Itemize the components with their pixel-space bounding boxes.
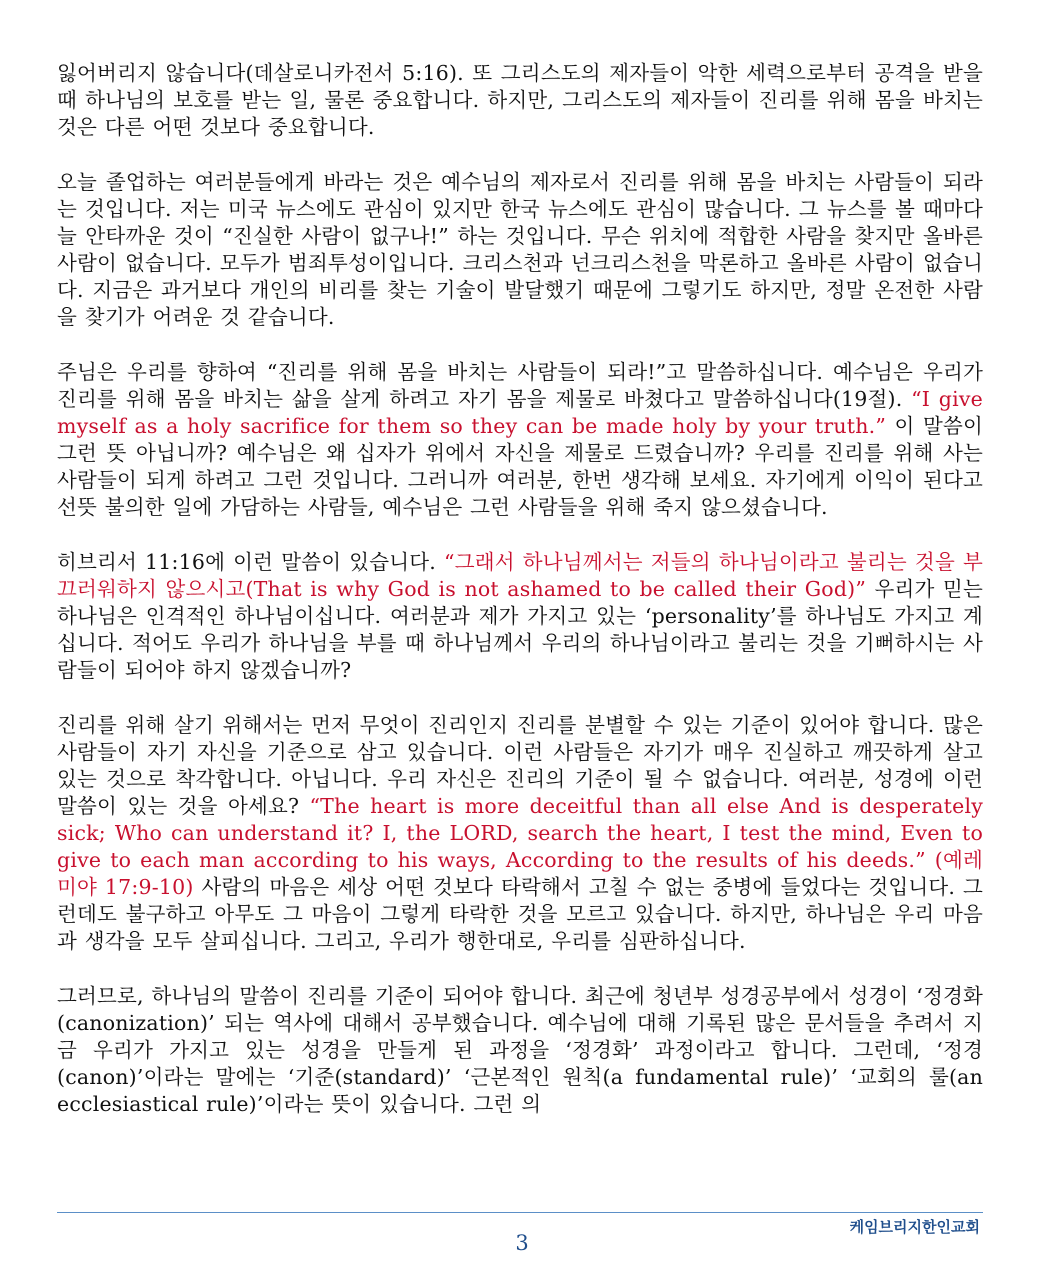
- paragraph-4: [57, 549, 983, 684]
- footer-divider: [57, 1212, 983, 1213]
- scripture-quote: “I give myself as a holy sacrifice for them so they can be made holy by your truth.”: [57, 387, 983, 438]
- document-body: [57, 60, 983, 1146]
- paragraph-6: [57, 983, 983, 1118]
- paragraph-3: [57, 359, 983, 521]
- paragraph-text: 우리가 믿는 하나님은 인격적인 하나님이십니다. 여러분과 제가 가지고 있는 ‘personality’를 하나님도 가지고 계십니다. 적어도 우리가 하나님을 부를 때 하나님께서 우리의 하나님이라고 불리는 것을 기뻐하시는 사람들이 되어야 하지 않겠습니까?: [57, 577, 983, 682]
- paragraph-text: 사람의 마음은 세상 어떤 것보다 타락해서 고칠 수 없는 중병에 들었다는 것입니다. 그런데도 불구하고 아무도 그 마음이 그렇게 타락한 것을 모르고 있습니다. 하지만, 하나님은 우리 마음과 생각을 모두 살피십니다. 그리고, 우리가 행한대로, 우리를 심판하십니다.: [57, 875, 983, 953]
- paragraph-text: 히브리서 11:16에 이런 말씀이 있습니다.: [57, 550, 445, 574]
- paragraph-text: 진리를 위해 살기 위해서는 먼저 무엇이 진리인지 진리를 분별할 수 있는 기준이 있어야 합니다. 많은 사람들이 자기 자신을 기준으로 삼고 있습니다. 이런 사람들은 자기가 매우 진실하고 깨끗하게 살고 있는 것으로 착각합니다. 아닙니다. 우리 자신은 진리의 기준이 될 수 없습니다. 여러분, 성경에 이런 말씀이 있는 것을 아세요?: [57, 713, 983, 818]
- paragraph-text: 그러므로, 하나님의 말씀이 진리를 기준이 되어야 합니다. 최근에 청년부 성경공부에서 성경이 ‘정경화(canonization)’ 되는 역사에 대해서 공부했습니다. 예수님에 대해 기록된 많은 문서들을 추려서 지금 우리가 가지고 있는 성경을 만들게 된 과정을 ‘정경화’ 과정이라고 합니다. 그런데, ‘정경(canon)’이라는 말에는 ‘기준(standard)’ ‘근본적인 원칙(a fundamental rule)’ ‘교회의 룰(an ecclesiastical rule)’이라는 뜻이 있습니다. 그런 의: [57, 984, 983, 1116]
- church-name: 케임브리지한인교회: [849, 1218, 980, 1236]
- paragraph-text: 오늘 졸업하는 여러분들에게 바라는 것은 예수님의 제자로서 진리를 위해 몸을 바치는 사람들이 되라는 것입니다. 저는 미국 뉴스에도 관심이 있지만 한국 뉴스에도 관심이 많습니다. 그 뉴스를 볼 때마다 늘 안타까운 것이 “진실한 사람이 없구나!” 하는 것입니다. 무슨 위치에 적합한 사람을 찾지만 올바른 사람이 없습니다. 모두가 범죄투성이입니다. 크리스천과 넌크리스천을 막론하고 올바른 사람이 없습니다. 지금은 과거보다 개인의 비리를 찾는 기술이 발달했기 때문에 그렇기도 하지만, 정말 온전한 사람을 찾기가 어려운 것 같습니다.: [57, 170, 983, 329]
- paragraph-text: 주님은 우리를 향하여 “진리를 위해 몸을 바치는 사람들이 되라!”고 말씀하십니다. 예수님은 우리가 진리를 위해 몸을 바치는 삶을 살게 하려고 자기 몸을 제물로 바쳤다고 말씀하십니다(19절).: [57, 360, 983, 411]
- paragraph-1: [57, 60, 983, 141]
- scripture-quote: “The heart is more deceitful than all else And is desperately sick; Who can understand it? I, the LORD, search the heart, I test the mind, Even to give to each man according to his ways, According to the results of his deeds.” (예레미야 17:9-10): [57, 794, 983, 899]
- paragraph-text: 이 말씀이 그런 뜻 아닙니까? 예수님은 왜 십자가 위에서 자신을 제물로 드렸습니까? 우리를 진리를 위해 사는 사람들이 되게 하려고 그런 것입니다. 그러니까 여러분, 한번 생각해 보세요. 자기에게 이익이 된다고 선뜻 불의한 일에 가담하는 사람들, 예수님은 그런 사람들을 위해 죽지 않으셨습니다.: [57, 414, 983, 519]
- paragraph-2: [57, 169, 983, 331]
- paragraph-5: [57, 712, 983, 955]
- paragraph-text: 잃어버리지 않습니다(데살로니카전서 5:16). 또 그리스도의 제자들이 악한 세력으로부터 공격을 받을 때 하나님의 보호를 받는 일, 물론 중요합니다. 하지만, 그리스도의 제자들이 진리를 위해 몸을 바치는 것은 다른 어떤 것보다 중요합니다.: [57, 61, 983, 139]
- page-number: 3: [515, 1231, 529, 1255]
- scripture-quote: “그래서 하나님께서는 저들의 하나님이라고 불리는 것을 부끄러워하지 않으시고(That is why God is not ashamed to be called their God)”: [57, 550, 983, 601]
